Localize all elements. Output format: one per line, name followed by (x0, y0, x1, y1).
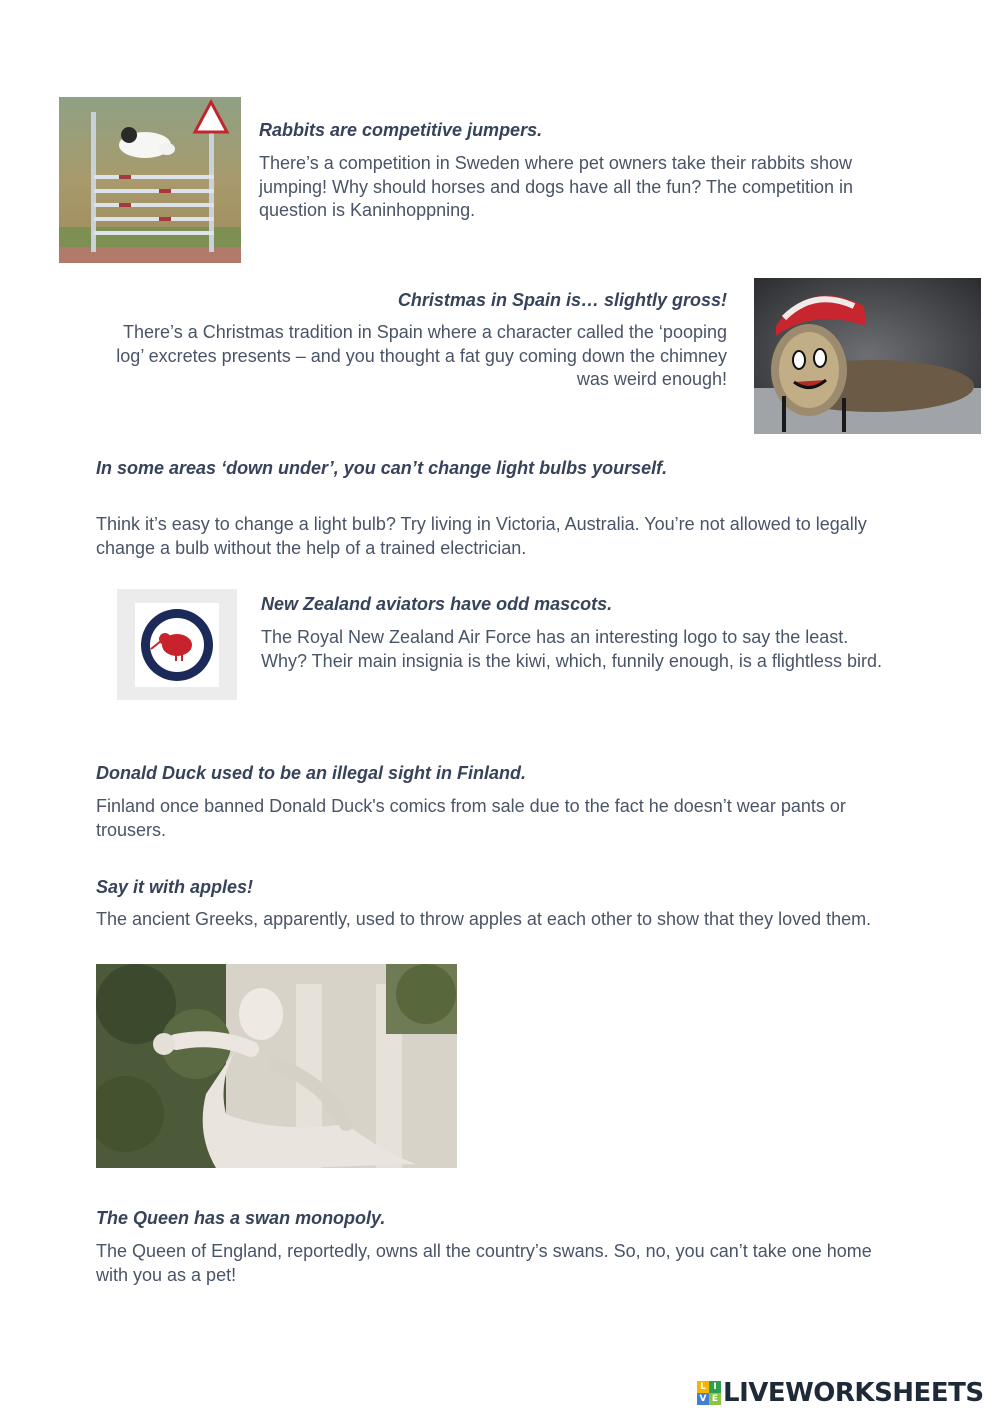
log-photo (754, 278, 981, 434)
fact-title-finland: Donald Duck used to be an illegal sight in Finland. (96, 763, 527, 783)
rnzaf-roundel-image (117, 589, 237, 700)
liveworksheets-logo-mark (697, 1381, 721, 1405)
greek-statue-photo (96, 964, 457, 1168)
fact-title-nz: New Zealand aviators have odd mascots. (261, 594, 613, 614)
fact-title-rabbits: Rabbits are competitive jumpers. (259, 120, 543, 140)
fact-body-australia: Think it’s easy to change a light bulb? Try living in Victoria, Australia. You’re not allowed to legally change a bulb without the help of a trained electrician. (96, 514, 867, 558)
fact-body-apples: The ancient Greeks, apparently, used to throw apples at each other to show that they loved them. (96, 909, 872, 929)
fact-title-queen: The Queen has a swan monopoly. (96, 1208, 386, 1228)
fact-body-rabbits: There’s a competition in Sweden where pet owners take their rabbits show jumping! Why should horses and dogs have all the fun? The competition in question is Kaninhoppning. (259, 153, 854, 220)
liveworksheets-logo-text: LIVEWORKSHEETS (723, 1378, 984, 1408)
fact-body-queen: The Queen of England, reportedly, owns all the country’s swans. So, no, you can’t take one home with you as a pet! (96, 1241, 872, 1285)
fact-title-spain: Christmas in Spain is… slightly gross! (397, 290, 727, 310)
rabbit-photo (59, 97, 241, 263)
fact-body-spain: There’s a Christmas tradition in Spain where a character called the ‘pooping log’ excretes presents – and you thought a fat guy coming down the chimney was weird enough! (116, 322, 727, 389)
logo-mark-letter: E (709, 1393, 721, 1405)
fact-body-nz: The Royal New Zealand Air Force has an interesting logo to say the least. Why? Their main insignia is the kiwi, which, funnily enough, is a flightless bird. (261, 627, 882, 671)
logo-mark-letter: V (697, 1393, 709, 1405)
liveworksheets-logo (697, 1378, 984, 1408)
fact-title-australia: In some areas ‘down under’, you can’t change light bulbs yourself. (96, 458, 668, 478)
fact-title-apples: Say it with apples! (96, 877, 254, 897)
fact-body-finland: Finland once banned Donald Duck's comics from sale due to the fact he doesn’t wear pants or trousers. (96, 796, 846, 840)
logo-mark-letter: L (697, 1381, 709, 1393)
logo-mark-letter: I (709, 1381, 721, 1393)
